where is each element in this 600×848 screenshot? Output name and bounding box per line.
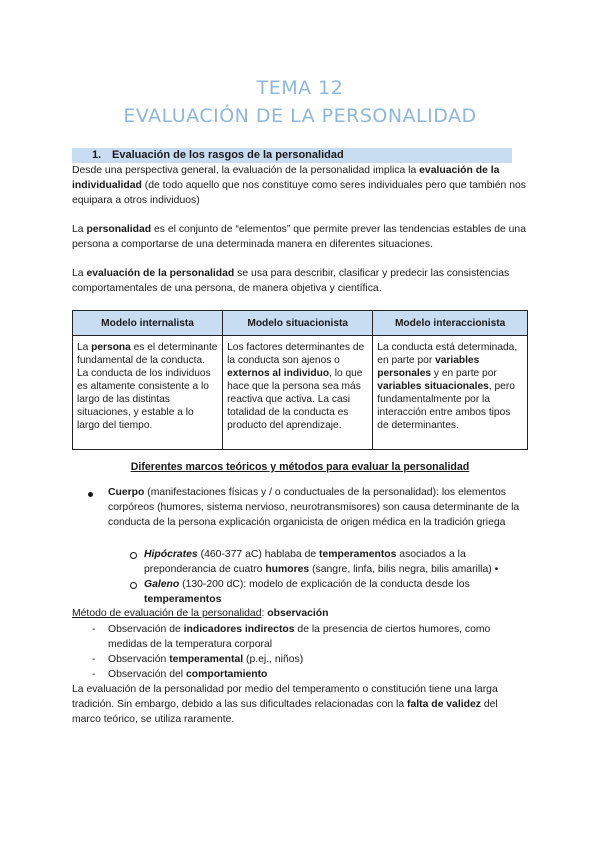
table-header-interaccionista: Modelo interaccionista [373, 311, 528, 336]
list-item-behavior: Observación del comportamiento [108, 669, 268, 680]
circle-bullet-icon [130, 552, 137, 559]
table-header-situacionista: Modelo situacionista [223, 311, 373, 336]
section-number: 1. [92, 149, 102, 161]
method-line: Método de evaluación de la personalidad: observación [72, 608, 329, 619]
list-item-cuerpo: Cuerpo (manifestaciones físicas y / o conductuales de la personalidad): los elementos corpóreos (humores, sistema nervioso, neurotransmisores) son causa determinante de la conducta de la persona explicación organicista de origen médica en la tradición griega [108, 487, 520, 528]
list-item-temperamental: Observación temperamental (p.ej., niños) [108, 654, 304, 665]
subheading-frameworks: Diferentes marcos teóricos y métodos para evaluar la personalidad [130, 461, 470, 473]
table-cell-internalista: La persona es el determinante fundamental de la conducta. La conducta de los individuos es altamente consistente a lo largo de las distintas situaciones, y estable a lo largo del tiempo. [73, 336, 223, 450]
dash-bullet-icon: - [92, 669, 96, 680]
dash-bullet-icon: - [92, 654, 96, 665]
section-heading [72, 148, 512, 163]
section-title: Evaluación de los rasgos de la personalidad [112, 149, 344, 161]
models-table [72, 310, 528, 450]
list-item-galeno: Galeno (130-200 dC): modelo de explicación de la conducta desde los temperamentos [144, 579, 470, 605]
circle-bullet-icon [130, 582, 137, 589]
doc-title-line1: TEMA 12 [256, 77, 344, 99]
list-item-hipocrates: Hipócrates (460-377 aC) hablaba de temperamentos asociados a la preponderancia de cuatro humores (sangre, linfa, bilis negra, bilis amarilla) • [144, 549, 499, 575]
table-header-row [73, 311, 528, 336]
table-row [73, 336, 528, 450]
dash-bullet-icon: - [92, 624, 96, 635]
table-cell-interaccionista: La conducta está determinada, en parte por variables personales y en parte por variables situacionales, pero fundamentalmente por la interacción entre ambos tipos de determinantes. [373, 336, 528, 450]
bullet-icon [88, 492, 93, 497]
table-cell-situacionista: Los factores determinantes de la conducta son ajenos o externos al individuo, lo que hace que la persona sea más reactiva que activa. La casi totalidad de la conducta es producto del aprendizaje. [223, 336, 373, 450]
table-header-internalista: Modelo internalista [73, 311, 223, 336]
paragraph-intro: Desde una perspectiva general, la evaluación de la personalidad implica la evaluación de la individualidad (de todo aquello que nos constituye como seres individuales pero que también nos equipara a otros individuos) [72, 165, 526, 206]
paragraph-personality-definition: La personalidad es el conjunto de “elementos” que permite prever las tendencias estables de una persona a comportarse de una determinada manera en diferentes situaciones. [72, 224, 526, 250]
paragraph-evaluation-purpose: La evaluación de la personalidad se usa para describir, clasificar y predecir las consistencias comportamentales de una persona, de manera objetiva y científica. [72, 268, 510, 294]
list-item-indirect-indicators: Observación de indicadores indirectos de la presencia de ciertos humores, como medidas de la temperatura corporal [108, 624, 491, 650]
paragraph-conclusion: La evaluación de la personalidad por medio del temperamento o constitución tiene una larga tradición. Sin embargo, debido a las sus dificultades relacionadas con la falta de validez del marco teórico, se utiliza raramente. [72, 684, 498, 725]
doc-title-line2: EVALUACIÓN DE LA PERSONALIDAD [123, 105, 477, 127]
